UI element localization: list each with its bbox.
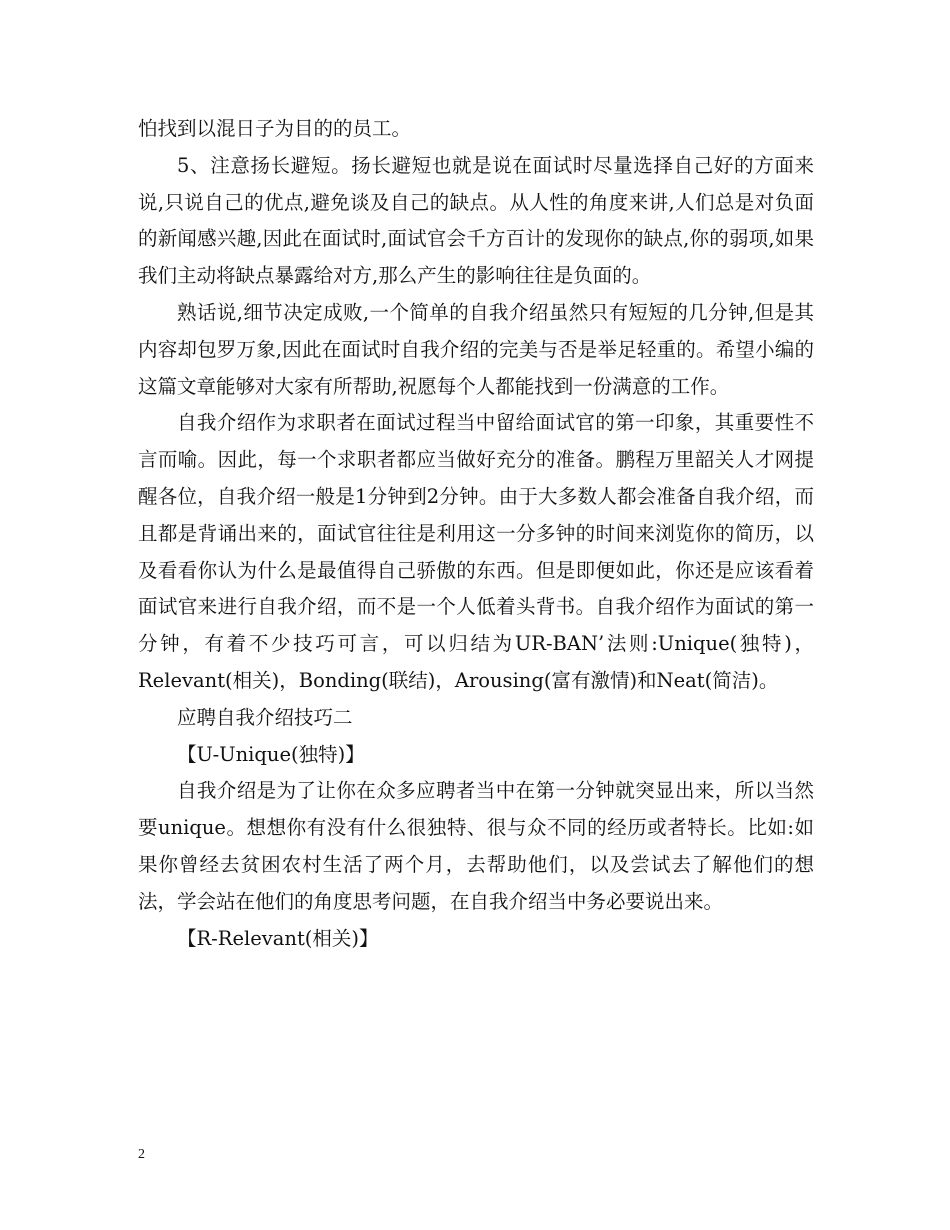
paragraph: 熟话说,细节决定成败,一个简单的自我介绍虽然只有短短的几分钟,但是其内容却包罗万象,因此在面试时自我介绍的完美与否是举足轻重的。希望小编的这篇文章能够对大家有所帮助,祝愿每个人都能找到一份满意的工作。 — [138, 300, 814, 398]
paragraph: 自我介绍是为了让你在众多应聘者当中在第一分钟就突显出来，所以当然要unique。想想你有没有什么很独特、很与众不同的经历或者特长。比如:如果你曾经去贫困农村生活了两个月，去帮助他们，以及尝试去了解他们的想法，学会站在他们的角度思考问题，在自我介绍当中务必要说出来。 — [138, 779, 814, 913]
paragraph: 自我介绍作为求职者在面试过程当中留给面试官的第一印象，其重要性不言而喻。因此，每一个求职者都应当做好充分的准备。鹏程万里韶关人才网提醒各位，自我介绍一般是1分钟到2分钟。由于大多数人都会准备自我介绍，而且都是背诵出来的，面试官往往是利用这一分多钟的时间来浏览你的简历，以及看看你认为什么是最值得自己骄傲的东西。但是即便如此，你还是应该看着面试官来进行自我介绍，而不是一个人低着头背书。自我介绍作为面试的第一分钟，有着不少技巧可言，可以归结为UR-BAN’法则:Unique(独特)，Relevant(相关)，Bonding(联结)，Arousing(富有激情)和Neat(简洁)。 — [138, 411, 814, 692]
paragraph: 5、注意扬长避短。扬长避短也就是说在面试时尽量选择自己好的方面来说,只说自己的优点,避免谈及自己的缺点。从人性的角度来讲,人们总是对负面的新闻感兴趣,因此在面试时,面试官会千方百计的发现你的缺点,你的弱项,如果我们主动将缺点暴露给对方,那么产生的影响往往是负面的。 — [138, 153, 814, 288]
section-heading: 应聘自我介绍技巧二 — [177, 705, 353, 729]
subsection-heading: 【U-Unique(独特)】 — [177, 742, 365, 766]
subsection-heading: 【R-Relevant(相关)】 — [177, 926, 379, 950]
paragraph: 怕找到以混日子为目的的员工。 — [138, 117, 412, 140]
document-body — [138, 111, 814, 957]
page-number: 2 — [138, 1147, 145, 1162]
